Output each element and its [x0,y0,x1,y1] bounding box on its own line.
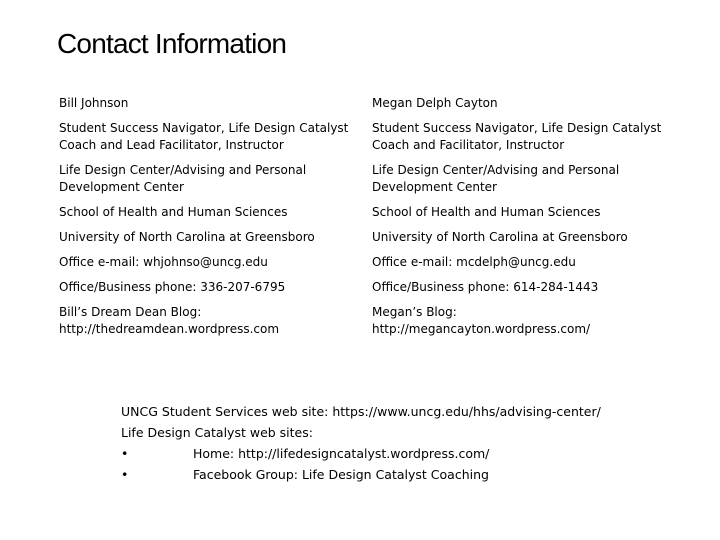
catalyst-heading: Life Design Catalyst web sites: [121,425,313,440]
contact-email: Office e-mail: mcdelph@uncg.edu [372,255,576,269]
contact-card-megan [372,95,672,338]
contact-department: Life Design Center/Advising and Personal Development Center [372,163,620,194]
bullet-icon: • [121,446,129,461]
home-link[interactable]: Home: http://lifedesigncatalyst.wordpress.com/ [193,446,490,461]
contact-phone: Office/Business phone: 614-284-1443 [372,280,599,294]
list-item [121,464,601,485]
contact-department: Life Design Center/Advising and Personal Development Center [59,163,307,194]
contact-blog-label: Bill’s Dream Dean Blog: [59,305,202,319]
web-resources [121,401,601,485]
contact-role: Student Success Navigator, Life Design Catalyst Coach and Lead Facilitator, Instructor [59,121,349,152]
contact-role: Student Success Navigator, Life Design Catalyst Coach and Facilitator, Instructor [372,121,662,152]
contact-blog-link[interactable]: http://thedreamdean.wordpress.com [59,322,280,336]
contact-card-bill [59,95,359,338]
student-services-link[interactable]: UNCG Student Services web site: https://www.uncg.edu/hhs/advising-center/ [121,404,601,419]
bullet-icon: • [121,467,129,482]
contact-school: School of Health and Human Sciences [59,205,288,219]
facebook-group-link[interactable]: Facebook Group: Life Design Catalyst Coaching [193,467,489,482]
contact-blog-label: Megan’s Blog: [372,305,457,319]
contact-email: Office e-mail: whjohnso@uncg.edu [59,255,268,269]
contact-university: University of North Carolina at Greensboro [372,230,628,244]
contact-phone: Office/Business phone: 336-207-6795 [59,280,286,294]
contact-name: Megan Delph Cayton [372,96,498,110]
page-title: Contact Information [57,28,287,59]
contact-name: Bill Johnson [59,96,129,110]
contact-university: University of North Carolina at Greensboro [59,230,315,244]
list-item [121,443,601,464]
contact-blog-link[interactable]: http://megancayton.wordpress.com/ [372,322,591,336]
contact-school: School of Health and Human Sciences [372,205,601,219]
